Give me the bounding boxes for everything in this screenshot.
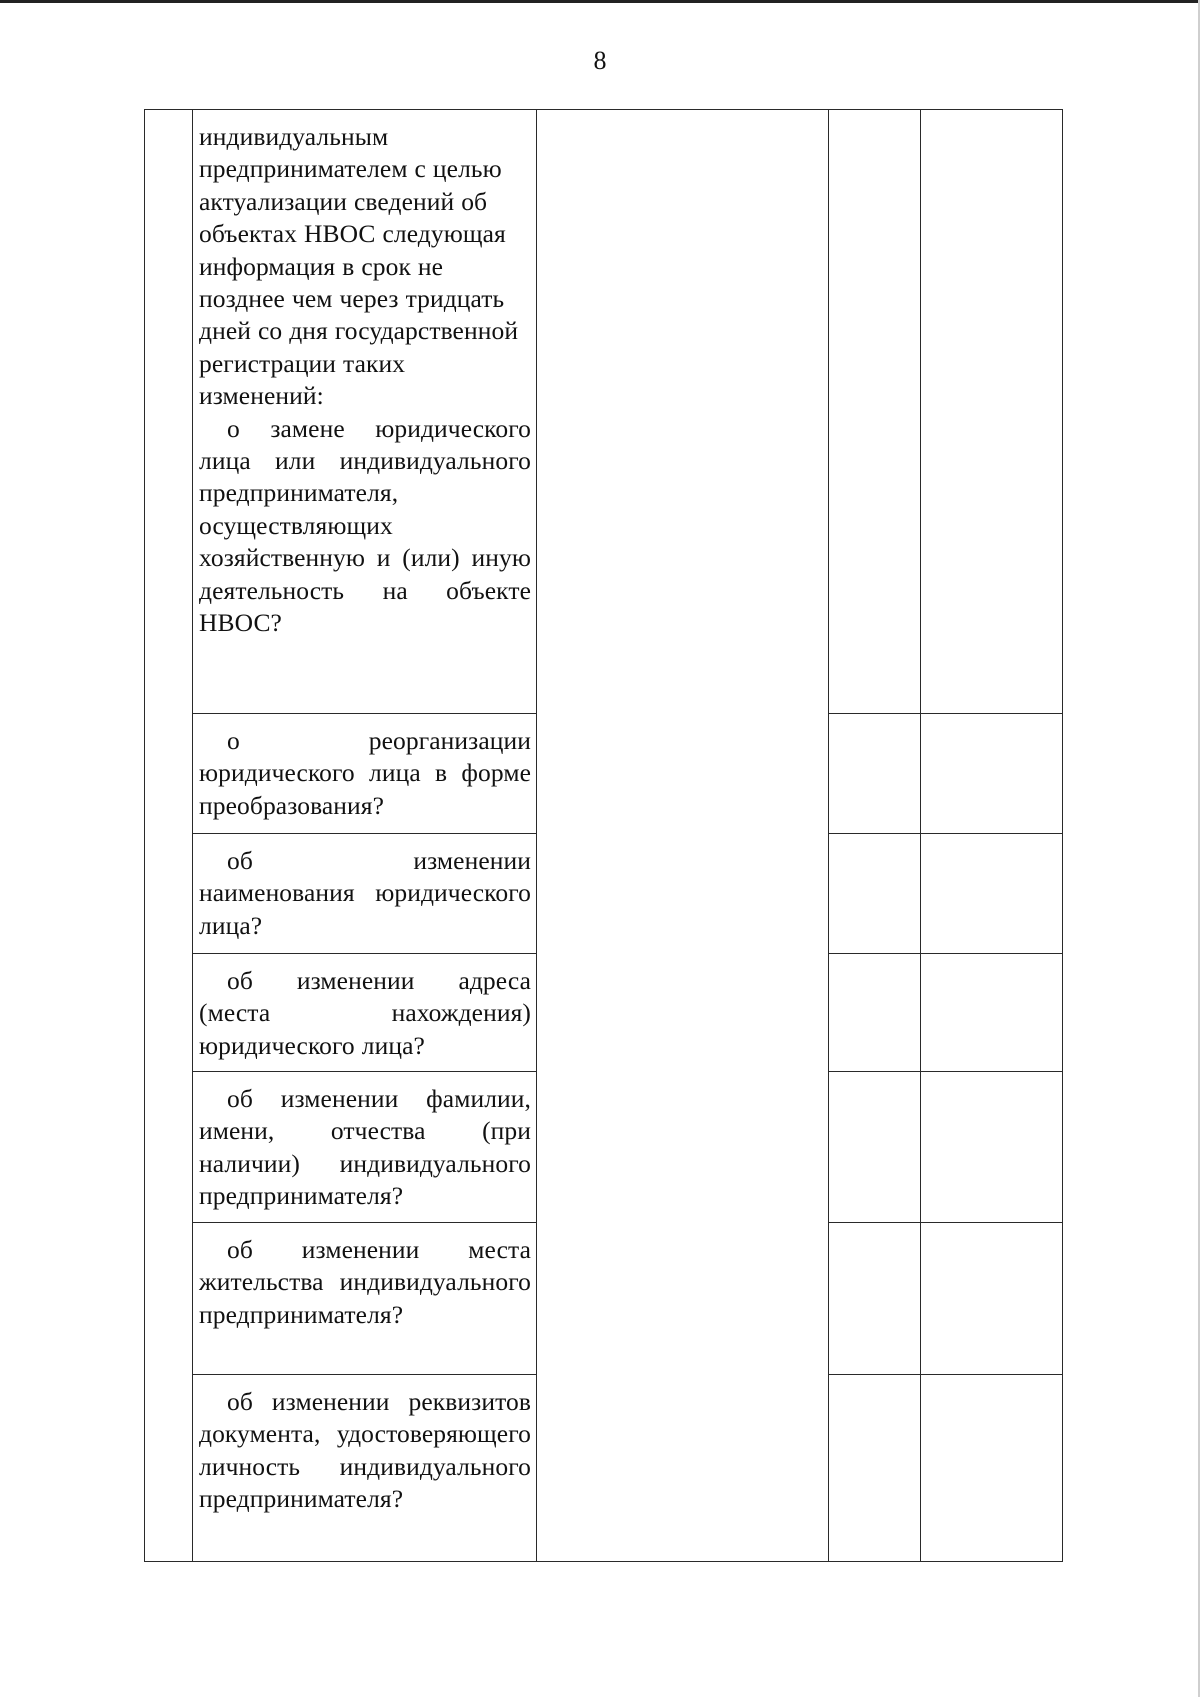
question-text: [193, 834, 536, 950]
question-cell: [193, 1223, 537, 1375]
scan-top-edge: [0, 0, 1200, 3]
answer-no-cell[interactable]: [921, 1223, 1063, 1375]
question-paragraph: о замене юридического лица или индивидуального предпринимателя, осуществляющих хозяйственную и (или) иную деятельность на объекте НВОС?: [199, 413, 531, 638]
answer-no-cell[interactable]: [921, 1072, 1063, 1223]
table-row: [145, 110, 1063, 714]
answer-no-cell[interactable]: [921, 1375, 1063, 1562]
question-text: [193, 1375, 536, 1524]
question-text: [193, 110, 536, 648]
question-cell: [193, 834, 537, 954]
question-text: [193, 954, 536, 1070]
question-paragraph: об изменении реквизитов документа, удостоверяющего личность индивидуального предпринимателя?: [199, 1387, 531, 1514]
question-text: [193, 1223, 536, 1339]
legal-reference-cell: [537, 110, 829, 1562]
answer-no-cell[interactable]: [921, 110, 1063, 714]
checklist-table: [144, 109, 1063, 1562]
question-paragraph: индивидуальным предпринимателем с целью актуализации сведений об объектах НВОС следующая информация в срок не позднее чем через тридцать дней со дня государственной регистрации таких изменений:: [199, 122, 519, 411]
answer-no-cell[interactable]: [921, 954, 1063, 1072]
question-text: [193, 714, 536, 830]
question-paragraph: об изменении фамилии, имени, отчества (при наличии) индивидуального предпринимателя?: [199, 1084, 531, 1211]
answer-yes-cell[interactable]: [829, 714, 921, 834]
answer-yes-cell[interactable]: [829, 1223, 921, 1375]
question-paragraph: о реорганизации юридического лица в форме преобразования?: [199, 726, 531, 820]
question-cell: [193, 714, 537, 834]
question-cell: [193, 1072, 537, 1223]
row-number-cell: [145, 110, 193, 1562]
page-number: 8: [593, 46, 607, 75]
question-paragraph: об изменении наименования юридического лица?: [199, 846, 531, 940]
answer-no-cell[interactable]: [921, 834, 1063, 954]
answer-yes-cell[interactable]: [829, 110, 921, 714]
question-text: [193, 1072, 536, 1221]
question-paragraph: об изменении адреса (места нахождения) юридического лица?: [199, 966, 531, 1060]
answer-no-cell[interactable]: [921, 714, 1063, 834]
question-cell: [193, 1375, 537, 1562]
question-cell: [193, 110, 537, 714]
answer-yes-cell[interactable]: [829, 834, 921, 954]
answer-yes-cell[interactable]: [829, 1375, 921, 1562]
question-cell: [193, 954, 537, 1072]
answer-yes-cell[interactable]: [829, 1072, 921, 1223]
answer-yes-cell[interactable]: [829, 954, 921, 1072]
question-paragraph: об изменении места жительства индивидуального предпринимателя?: [199, 1235, 531, 1329]
